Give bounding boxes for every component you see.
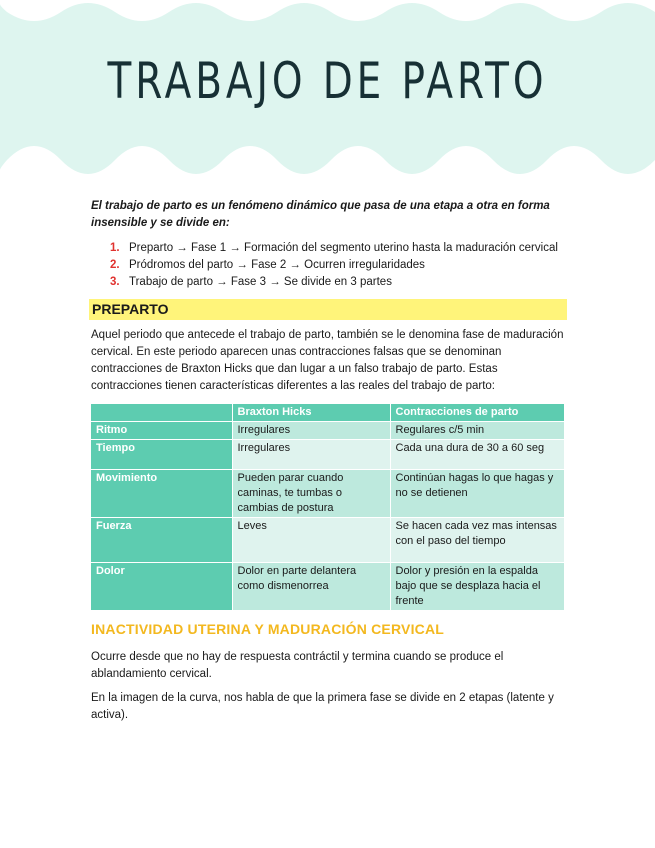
table-row (91, 422, 564, 440)
preparto-heading: PREPARTO (89, 299, 567, 320)
inactividad-heading: INACTIVIDAD UTERINA Y MADURACIÓN CERVICAL (91, 621, 445, 637)
table-header-parto: Contracciones de parto (390, 404, 564, 422)
table-row (91, 518, 564, 563)
braxton-cell: Irregulares (232, 440, 390, 470)
parto-cell: Regulares c/5 min (390, 422, 564, 440)
table-header-row (91, 404, 564, 422)
row-label: Movimiento (91, 470, 232, 518)
table-header-braxton: Braxton Hicks (232, 404, 390, 422)
row-label: Tiempo (91, 440, 232, 470)
phase-text: Trabajo de parto → Fase 3 → Se divide en 3 partes (129, 276, 392, 288)
row-label: Fuerza (91, 518, 232, 563)
phase-text: Pródromos del parto → Fase 2 → Ocurren irregularidades (129, 259, 425, 271)
phase-number: 2. (110, 259, 120, 271)
parto-cell: Se hacen cada vez mas intensas con el paso del tiempo (390, 518, 564, 563)
phase-number: 3. (110, 276, 120, 288)
parto-cell: Continúan hagas lo que hagas y no se detienen (390, 470, 564, 518)
table-row (91, 470, 564, 518)
braxton-cell: Dolor en parte delantera como dismenorrea (232, 563, 390, 611)
intro-text: El trabajo de parto es un fenómeno dinámico que pasa de una etapa a otra en forma insensible y se divide en: (91, 200, 550, 229)
row-label: Ritmo (91, 422, 232, 440)
phase-item (110, 274, 558, 291)
inactividad-paragraph-1: Ocurre desde que no hay de respuesta contráctil y termina cuando se produce el ablandamiento cervical. (91, 651, 504, 680)
page-title: TRABAJO DE PARTO (107, 52, 548, 110)
phase-text: Preparto → Fase 1 → Formación del segmento uterino hasta la maduración cervical (129, 242, 558, 254)
preparto-paragraph: Aquel periodo que antecede el trabajo de parto, también se le denomina fase de maduración cervical. En este periodo aparecen unas contracciones falsas que se denominan contracciones de Braxton Hicks que dan lugar a un falso trabajo de parto. Estas contracciones tienen características diferentes a las reales del trabajo de parto: (91, 329, 564, 392)
phase-item (110, 257, 558, 274)
parto-cell: Cada una dura de 30 a 60 seg (390, 440, 564, 470)
contractions-table (91, 404, 565, 611)
braxton-cell: Pueden parar cuando caminas, te tumbas o cambias de postura (232, 470, 390, 518)
row-label: Dolor (91, 563, 232, 611)
braxton-cell: Irregulares (232, 422, 390, 440)
braxton-cell: Leves (232, 518, 390, 563)
inactividad-paragraph-2: En la imagen de la curva, nos habla de que la primera fase se divide en 2 etapas (latente y activa). (91, 692, 554, 721)
table-row (91, 563, 564, 611)
phase-item (110, 240, 558, 257)
parto-cell: Dolor y presión en la espalda bajo que se desplaza hacia el frente (390, 563, 564, 611)
phase-number: 1. (110, 242, 120, 254)
phase-list (110, 240, 558, 291)
table-row (91, 440, 564, 470)
table-header-empty (91, 404, 232, 422)
